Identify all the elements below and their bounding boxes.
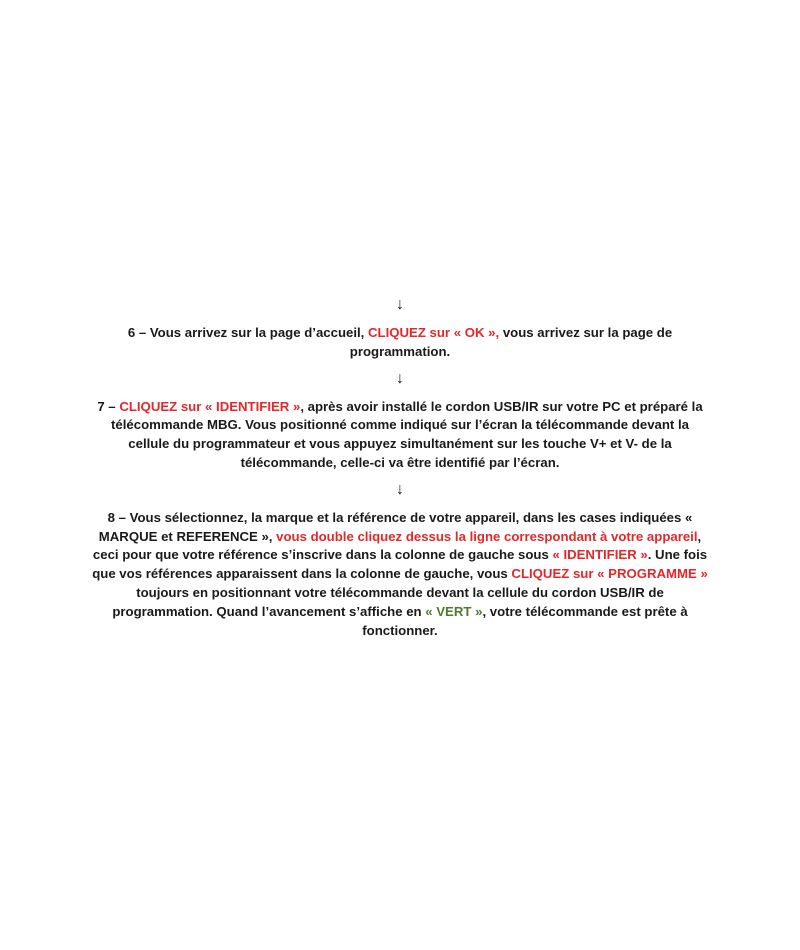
step-8-highlight-green: « VERT »: [425, 603, 483, 619]
step-8-paragraph: [90, 509, 710, 641]
step-8-text-3: . Une fois que vos références apparaissent dans la colonne de gauche, vous: [92, 547, 708, 582]
step-8-text-5: , votre télécommande est prête à fonctionner.: [362, 603, 688, 638]
down-arrow-icon: ↓: [396, 296, 404, 313]
instructions-document: [90, 296, 710, 640]
step-6-paragraph: [90, 324, 710, 362]
step-6-highlight: CLIQUEZ sur « OK »,: [368, 325, 500, 340]
step-7-text: , après avoir installé le cordon USB/IR sur votre PC et préparé la télécommande MBG. Vous positionné comme indiqué sur l’écran la télécommande devant la cellule du programmateur et vous appuyez simultanément sur les touche V+ et V- de la télécommande, celle-ci va être identifié par l’écran.: [111, 398, 703, 470]
step-7-highlight: CLIQUEZ sur « IDENTIFIER »: [119, 398, 301, 414]
step-7-number: 7 –: [97, 398, 120, 414]
down-arrow-icon: ↓: [396, 480, 404, 498]
step-6-text: 6 – Vous arrivez sur la page d’accueil,: [127, 325, 368, 340]
step-8-highlight-3: CLIQUEZ sur « PROGRAMME »: [511, 566, 708, 582]
step-8-text-4: toujours en positionnant votre télécommande devant la cellule du cordon USB/IR de programmation. Quand l’avancement s’affiche en: [112, 584, 664, 619]
step-8-text-2: , ceci pour que votre référence s’inscrive dans la colonne de gauche sous: [92, 528, 702, 563]
step-6-text-end: vous arrivez sur la page de programmation.: [349, 325, 673, 359]
step-8-text-1: 8 – Vous sélectionnez, la marque et la référence de votre appareil, dans les cases indiquées « MARQUE et REFERENCE »,: [98, 509, 693, 544]
step-8-highlight-2: « IDENTIFIER »: [552, 547, 648, 563]
down-arrow-icon: ↓: [396, 369, 404, 387]
step-7-paragraph: [90, 398, 710, 473]
step-8-highlight-1: vous double cliquez dessus la ligne correspondant à votre appareil: [276, 528, 698, 544]
